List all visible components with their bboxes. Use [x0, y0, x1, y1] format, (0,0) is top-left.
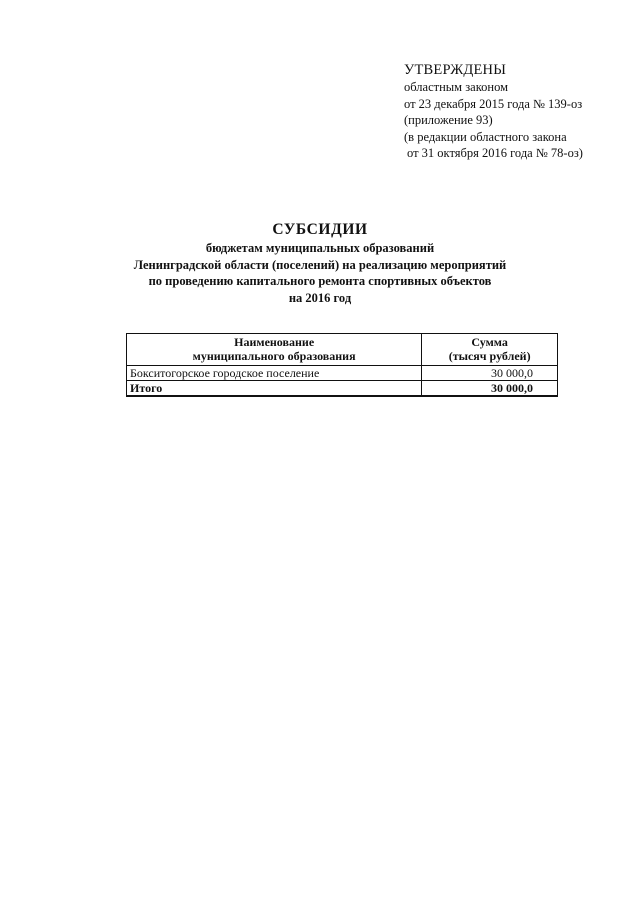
title-line-4: на 2016 год: [288, 290, 352, 305]
row-amount: 30 000,0: [422, 366, 558, 381]
header-municipality: [127, 334, 422, 366]
header-amount-line1: Сумма: [471, 335, 508, 349]
document-title: СУБСИДИИ: [272, 221, 368, 238]
approval-line-law: областным законом: [404, 80, 509, 94]
approval-stamp-block: [404, 62, 624, 162]
header-amount: [422, 334, 558, 366]
total-label: Итого: [127, 381, 422, 397]
approval-line-appendix: (приложение 93): [404, 113, 493, 127]
approval-line-law-date: от 23 декабря 2015 года № 139-оз: [404, 96, 583, 111]
subsidy-table: [126, 333, 558, 397]
header-municipality-line2: муниципального образования: [192, 348, 356, 363]
title-line-2: Ленинградской области (поселений) на реализацию мероприятий: [133, 257, 507, 272]
table-row: [127, 366, 558, 381]
title-line-3: по проведению капитального ремонта спортивных объектов: [148, 274, 492, 288]
approval-line-edition: (в редакции областного закона: [404, 129, 567, 144]
total-amount: 30 000,0: [422, 381, 558, 397]
approval-line-edition-date: от 31 октября 2016 года № 78-оз): [407, 146, 583, 160]
title-line-1: бюджетам муниципальных образований: [205, 241, 435, 255]
header-municipality-line1: Наименование: [234, 335, 315, 349]
document-title-block: [60, 220, 580, 306]
approved-heading: УТВЕРЖДЕНЫ: [404, 62, 507, 78]
header-amount-line2: (тысяч рублей): [448, 348, 531, 363]
table-total-row: [127, 381, 558, 397]
table-header-row: [127, 334, 558, 366]
row-municipality-name: Бокситогорское городское поселение: [127, 366, 422, 381]
